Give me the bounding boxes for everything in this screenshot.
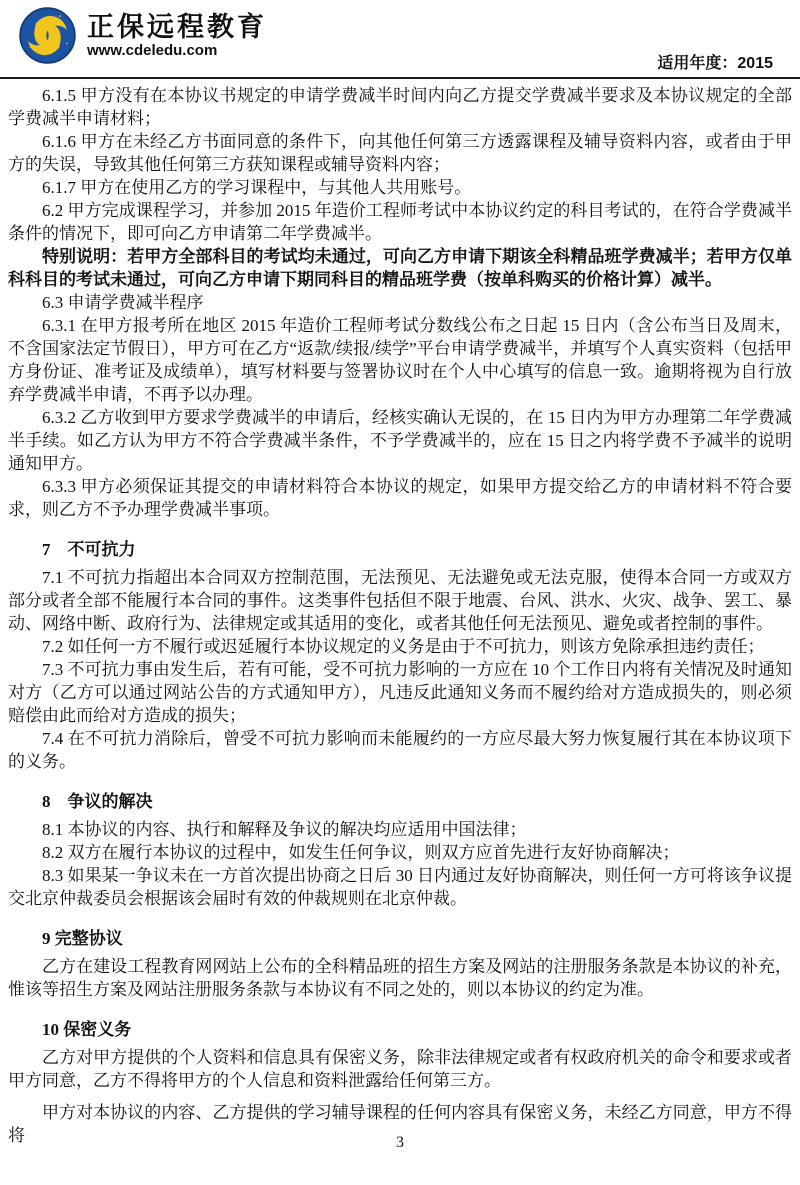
clause-6-3-1: 6.3.1 在甲方报考所在地区 2015 年造价工程师考试分数线公布之日起 15 日内（含公布当日及周末，不含国家法定节假日），甲方可在乙方“返款/续报/续学”平台申请学费减半，并填写个人真实资料（包括甲方身份证、准考证及成绩单），填写材料要与签署协议时在个人中心填写的信息一致。逾期将视为自行放弃学费减半申请，不再予以办理。 [8,316,792,404]
special-note: 特别说明：若甲方全部科目的考试均未通过，可向乙方申请下期该全科精品班学费减半；若甲方仅单科科目的考试未通过，可向乙方申请下期同科目的精品班学费（按单科购买的价格计算）减半。 [8,247,792,289]
clause-7-2: 7.2 如任何一方不履行或迟延履行本协议规定的义务是由于不可抗力，则该方免除承担违约责任； [42,637,765,656]
section-7-heading: 7 不可抗力 [42,540,136,559]
brand-name: 正保远程教育 [87,12,267,42]
section-8-heading: 8 争议的解决 [42,792,153,811]
page-header [0,0,800,79]
section-10-heading: 10 保密义务 [42,1020,132,1039]
brand-url: www.cdeledu.com [87,42,218,59]
clause-8-3: 8.3 如果某一争议未在一方首次提出协商之日后 30 日内通过友好协商解决，则任何一方可将该争议提交北京仲裁委员会根据该会届时有效的仲裁规则在北京仲裁。 [8,866,792,908]
section-9-heading: 9 完整协议 [42,929,123,948]
header-divider [0,77,800,79]
page-number: 3 [396,1134,404,1151]
clause-8-2: 8.2 双方在履行本协议的过程中，如发生任何争议，则双方应首先进行友好协商解决； [42,843,680,862]
clause-6-1-5: 6.1.5 甲方没有在本协议书规定的申请学费减半时间内向乙方提交学费减半要求及本协议规定的全部学费减半申请材料； [8,86,792,128]
clause-7-1: 7.1 不可抗力指超出本合同双方控制范围，无法预见、无法避免或无法克服，使得本合同一方或双方部分或者全部不能履行本合同的事件。这类事件包括但不限于地震、台风、洪水、火灾、战争、罢工、暴动、网络中断、政府行为、法律规定或其适用的变化，或者其他任何无法预见、避免或者控制的事件。 [8,568,792,633]
brand-logo-icon [19,7,76,64]
clause-6-3-2: 6.3.2 乙方收到甲方要求学费减半的申请后，经核实确认无误的，在 15 日内为甲方办理第二年学费减半手续。如乙方认为甲方不符合学费减半条件，不予学费减半的，应在 15 日之内将学费不予减半的说明通知甲方。 [8,408,792,473]
clause-6-3: 6.3 申请学费减半程序 [42,293,204,312]
clause-9-body: 乙方在建设工程教育网网站上公布的全科精品班的招生方案及网站的注册服务条款是本协议的补充，惟该等招生方案及网站注册服务条款与本协议有不同之处的，则以本协议的约定为准。 [8,957,792,999]
brand-logo [19,7,267,64]
clause-10-body-2: 甲方对本协议的内容、乙方提供的学习辅导课程的任何内容具有保密义务，未经乙方同意，甲方不得将 [8,1103,792,1145]
clause-6-1-6: 6.1.6 甲方在未经乙方书面同意的条件下，向其他任何第三方透露课程及辅导资料内容，或者由于甲方的失误，导致其他任何第三方获知课程或辅导资料内容； [8,132,792,174]
clause-7-4: 7.4 在不可抗力消除后，曾受不可抗力影响而未能履约的一方应尽最大努力恢复履行其在本协议项下的义务。 [8,729,792,771]
clause-6-1-7: 6.1.7 甲方在使用乙方的学习课程中，与其他人共用账号。 [42,178,472,197]
clause-10-body-1: 乙方对甲方提供的个人资料和信息具有保密义务，除非法律规定或者有权政府机关的命令和要求或者甲方同意，乙方不得将甲方的个人信息和资料泄露给任何第三方。 [8,1048,792,1090]
brand-text-block [87,12,267,59]
clause-6-3-3: 6.3.3 甲方必须保证其提交的申请材料符合本协议的规定，如果甲方提交给乙方的申请材料不符合要求，则乙方不予办理学费减半事项。 [8,477,792,519]
clause-6-2: 6.2 甲方完成课程学习，并参加 2015 年造价工程师考试中本协议约定的科目考试的，在符合学费减半条件的情况下，即可向乙方申请第二年学费减半。 [8,201,792,243]
applicable-year-label: 适用年度：2015 [657,55,773,72]
document-body [8,84,792,1147]
clause-8-1: 8.1 本协议的内容、执行和解释及争议的解决均应适用中国法律； [42,820,527,839]
clause-7-3: 7.3 不可抗力事由发生后，若有可能，受不可抗力影响的一方应在 10 个工作日内将有关情况及时通知对方（乙方可以通过网站公告的方式通知甲方），凡违反此通知义务而不履约给对方造成损失的，则必须赔偿由此而给对方造成的损失； [8,660,792,725]
